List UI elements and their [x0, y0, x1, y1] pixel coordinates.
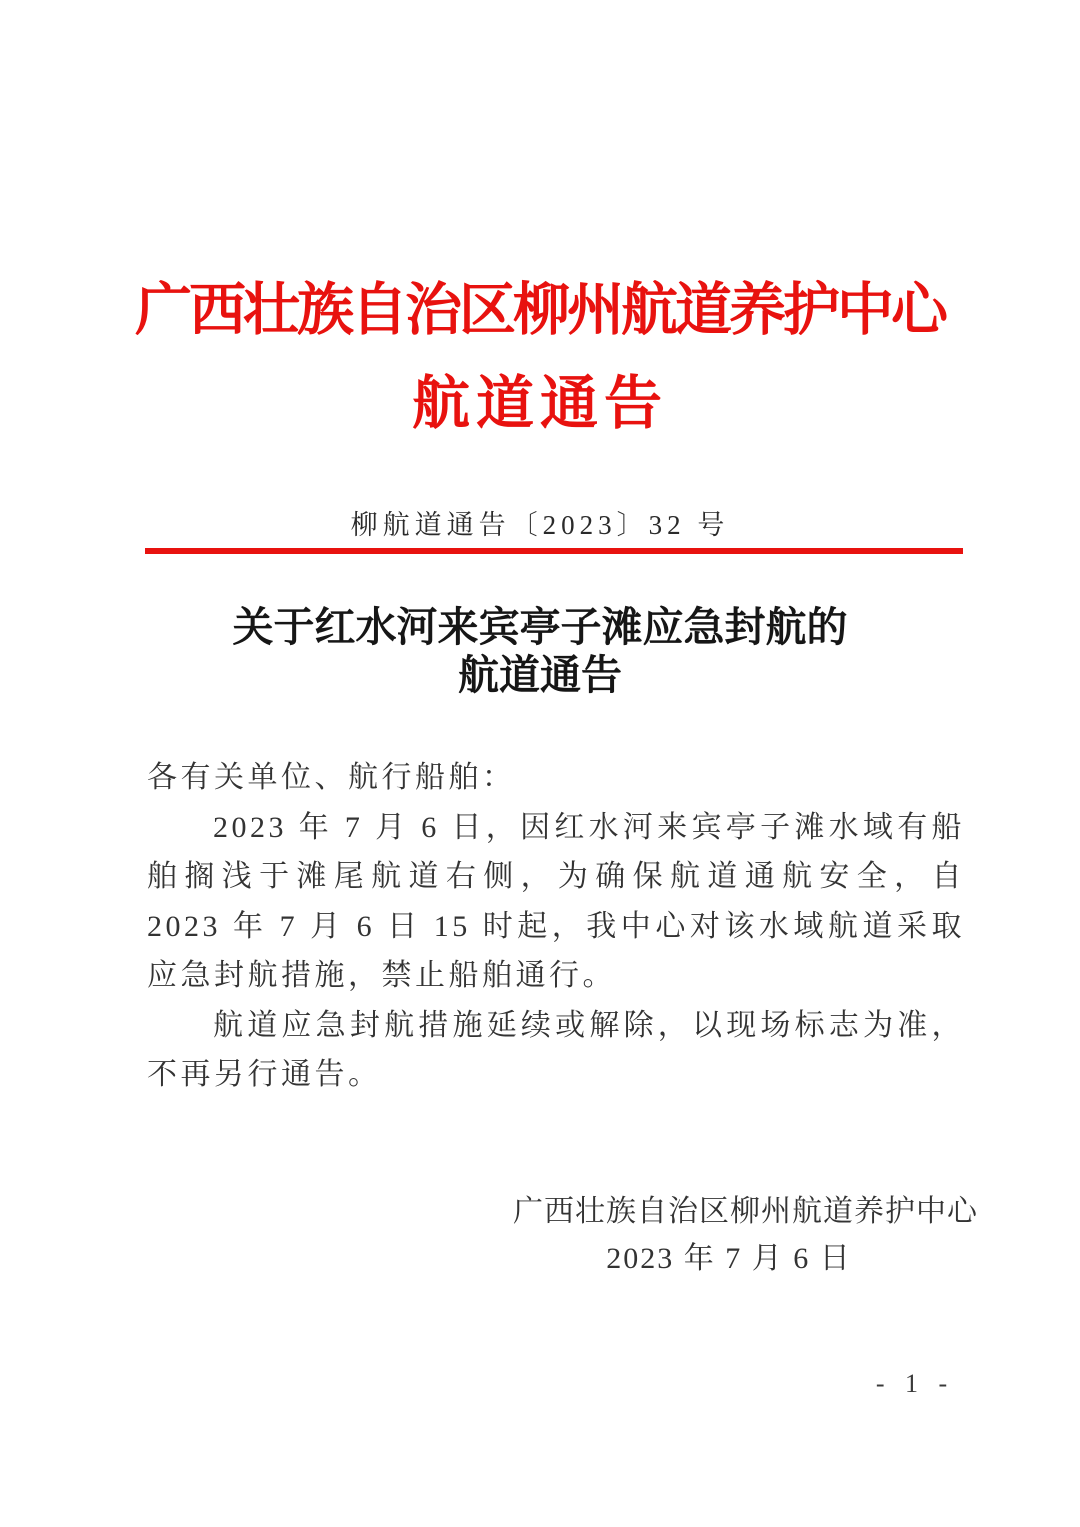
notice-body	[147, 753, 965, 1100]
subject-heading-line1: 关于红水河来宾亭子滩应急封航的	[232, 604, 848, 650]
body-paragraph-1: 2023 年 7 月 6 日，因红水河来宾亭子滩水域有船舶搁浅于滩尾航道右侧，为确保航道通航安全，自 2023 年 7 月 6 日 15 时起，我中心对该水域航道采取应急封航措施，禁止船舶通行。	[147, 810, 965, 992]
masthead-title-line1: 广西壮族自治区柳州航道养护中心	[135, 279, 945, 342]
signature-organization: 广西壮族自治区柳州航道养护中心	[513, 1195, 978, 1228]
subject-heading-line2: 航道通告	[458, 652, 622, 698]
salutation-line: 各有关单位、航行船舶：	[147, 761, 516, 794]
subject-heading	[0, 603, 1080, 699]
page-number: - 1 -	[875, 1369, 955, 1398]
masthead-title-line2: 航道通告	[411, 371, 668, 436]
signature-date: 2023 年 7 月 6 日	[606, 1242, 852, 1275]
document-number: 柳航道通告〔2023〕32 号	[350, 510, 730, 540]
body-paragraph-2: 航道应急封航措施延续或解除，以现场标志为准，不再另行通告。	[147, 1008, 965, 1091]
red-divider-rule	[145, 548, 963, 554]
